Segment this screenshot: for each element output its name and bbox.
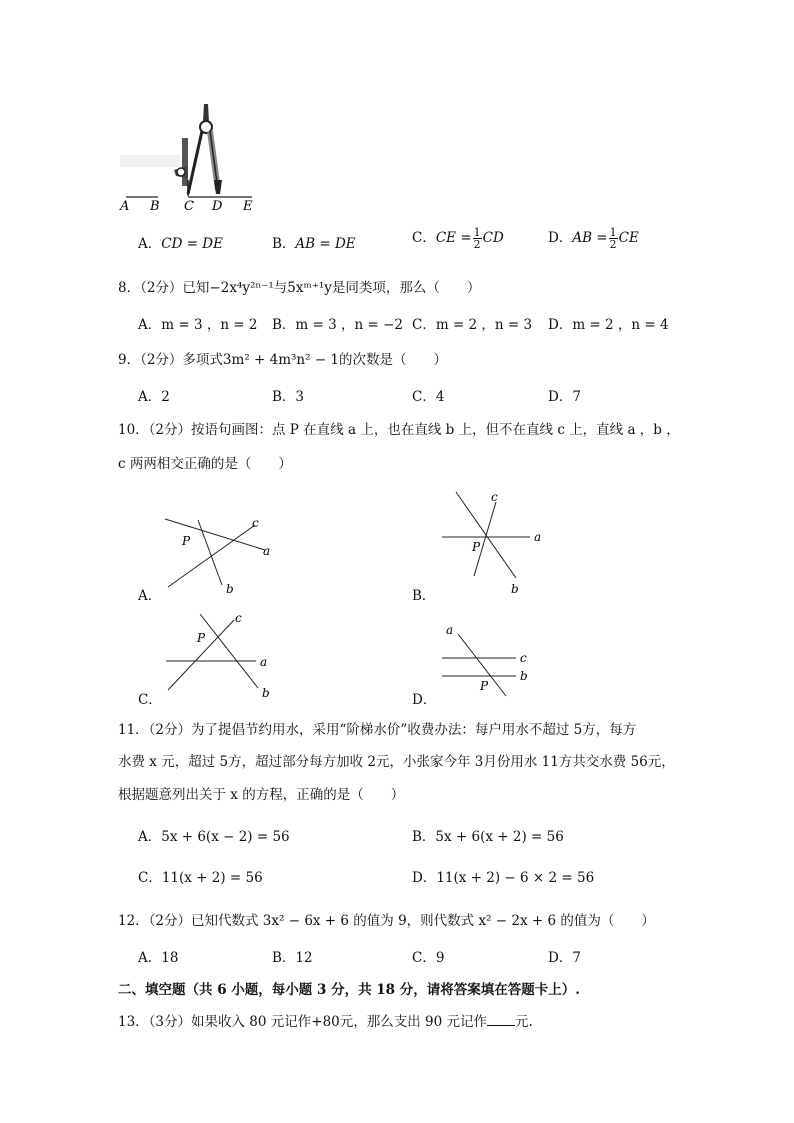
q10-option-a[interactable]: A． bbox=[138, 588, 162, 604]
label-p: P bbox=[197, 631, 206, 645]
label-b: b bbox=[226, 582, 234, 596]
q9-stem: 9．（2分）多项式3m² + 4m³n² − 1的次数是（ ） bbox=[118, 352, 448, 368]
q11-option-b[interactable]: B．5x + 6(x + 2) = 56 bbox=[412, 829, 564, 845]
q10-stem-line1: 10．（2分）按语句画图：点 P 在直线 a 上，也在直线 b 上，但不在直线 c 上，直线 a ，b ， bbox=[118, 422, 680, 438]
q11-option-c[interactable]: C．11(x + 2) = 56 bbox=[138, 870, 263, 886]
q10-option-b[interactable]: B． bbox=[412, 588, 436, 604]
q9-option-a[interactable]: A．2 bbox=[138, 389, 170, 405]
q7-option-a[interactable]: A．CD = DE bbox=[138, 236, 223, 252]
q9-option-b[interactable]: B．3 bbox=[272, 389, 305, 405]
q8-option-b[interactable]: B．m = 3 ，n = −2 bbox=[272, 317, 403, 333]
label-c: c bbox=[520, 651, 527, 665]
compass-figure bbox=[112, 100, 272, 220]
label-b: b bbox=[520, 669, 528, 683]
q10-option-d[interactable]: D． bbox=[412, 692, 437, 708]
q13-stem: 13．（3分）如果收入 80 元记作+80元，那么支出 90 元记作 元. bbox=[118, 1014, 533, 1030]
label-c: c bbox=[491, 490, 498, 504]
fraction-half: $\frac{1}{2}$ bbox=[473, 226, 481, 251]
q12-option-c[interactable]: C．9 bbox=[412, 950, 445, 966]
compass-icon bbox=[174, 104, 222, 196]
q12-option-a[interactable]: A．18 bbox=[138, 950, 179, 966]
section-heading-fill-in: 二、填空题（共 6 小题，每小题 3 分，共 18 分，请将答案填在答题卡上）. bbox=[118, 982, 580, 998]
label-p: P bbox=[182, 534, 191, 548]
q7-option-d[interactable]: D．AB = $\frac{1}{2}$ CE bbox=[548, 226, 639, 251]
q8-option-d[interactable]: D．m = 2 ，n = 4 bbox=[548, 317, 669, 333]
q10-figure-c bbox=[160, 608, 280, 700]
label-p: P bbox=[472, 540, 481, 554]
q7-option-b[interactable]: B．AB = DE bbox=[272, 236, 356, 252]
q8-option-c[interactable]: C．m = 2 ，n = 3 bbox=[412, 317, 533, 333]
answer-blank[interactable] bbox=[487, 1013, 515, 1026]
point-label-e: E bbox=[243, 199, 253, 214]
label-a: a bbox=[263, 544, 271, 558]
point-label-d: D bbox=[212, 199, 223, 214]
q9-option-d[interactable]: D．7 bbox=[548, 389, 581, 405]
q10-figure-a bbox=[160, 505, 280, 600]
label-a: a bbox=[534, 530, 542, 544]
q7-option-c[interactable]: C．CE = $\frac{1}{2}$ CD bbox=[412, 226, 504, 251]
q12-stem: 12．（2分）已知代数式 3x² − 6x + 6 的值为 9，则代数式 x² − 2x + 6 的值为（ ） bbox=[118, 913, 655, 929]
label-p: P bbox=[480, 679, 489, 693]
point-label-a: A bbox=[120, 199, 130, 214]
q10-option-c[interactable]: C． bbox=[138, 692, 162, 708]
fraction-half: $\frac{1}{2}$ bbox=[609, 226, 617, 251]
q10-stem-line2: c 两两相交正确的是（ ） bbox=[118, 456, 292, 472]
label-c: c bbox=[252, 516, 259, 530]
q10-figure-b bbox=[438, 486, 558, 596]
q11-option-d[interactable]: D．11(x + 2) − 6 × 2 = 56 bbox=[412, 870, 595, 886]
label-a: a bbox=[446, 623, 454, 637]
label-b: b bbox=[262, 686, 270, 700]
q11-stem-line2: 水费 x 元，超过 5方，超过部分每方加收 2元，小张家今年 3月份用水 11方共交水费 56元， bbox=[118, 754, 675, 770]
q12-option-b[interactable]: B．12 bbox=[272, 950, 313, 966]
q11-stem-line3: 根据题意列出关于 x 的方程，正确的是（ ） bbox=[118, 787, 405, 803]
q10-figure-d bbox=[438, 620, 548, 700]
q11-stem-line1: 11．（2分）为了提倡节约用水，采用“阶梯水价”收费办法：每户用水不超过 5方，每方 bbox=[118, 722, 637, 738]
label-c: c bbox=[235, 611, 242, 625]
q8-stem: 8．（2分）已知−2x⁴y²ⁿ⁻¹与5xᵐ⁺¹y是同类项，那么（ ） bbox=[118, 280, 481, 296]
q12-option-d[interactable]: D．7 bbox=[548, 950, 581, 966]
point-label-c: C bbox=[184, 199, 194, 214]
point-label-b: B bbox=[150, 199, 160, 214]
q9-option-c[interactable]: C．4 bbox=[412, 389, 445, 405]
label-b: b bbox=[511, 582, 519, 596]
label-a: a bbox=[260, 655, 268, 669]
q11-option-a[interactable]: A．5x + 6(x − 2) = 56 bbox=[138, 829, 290, 845]
q8-option-a[interactable]: A．m = 3 ，n = 2 bbox=[138, 317, 258, 333]
